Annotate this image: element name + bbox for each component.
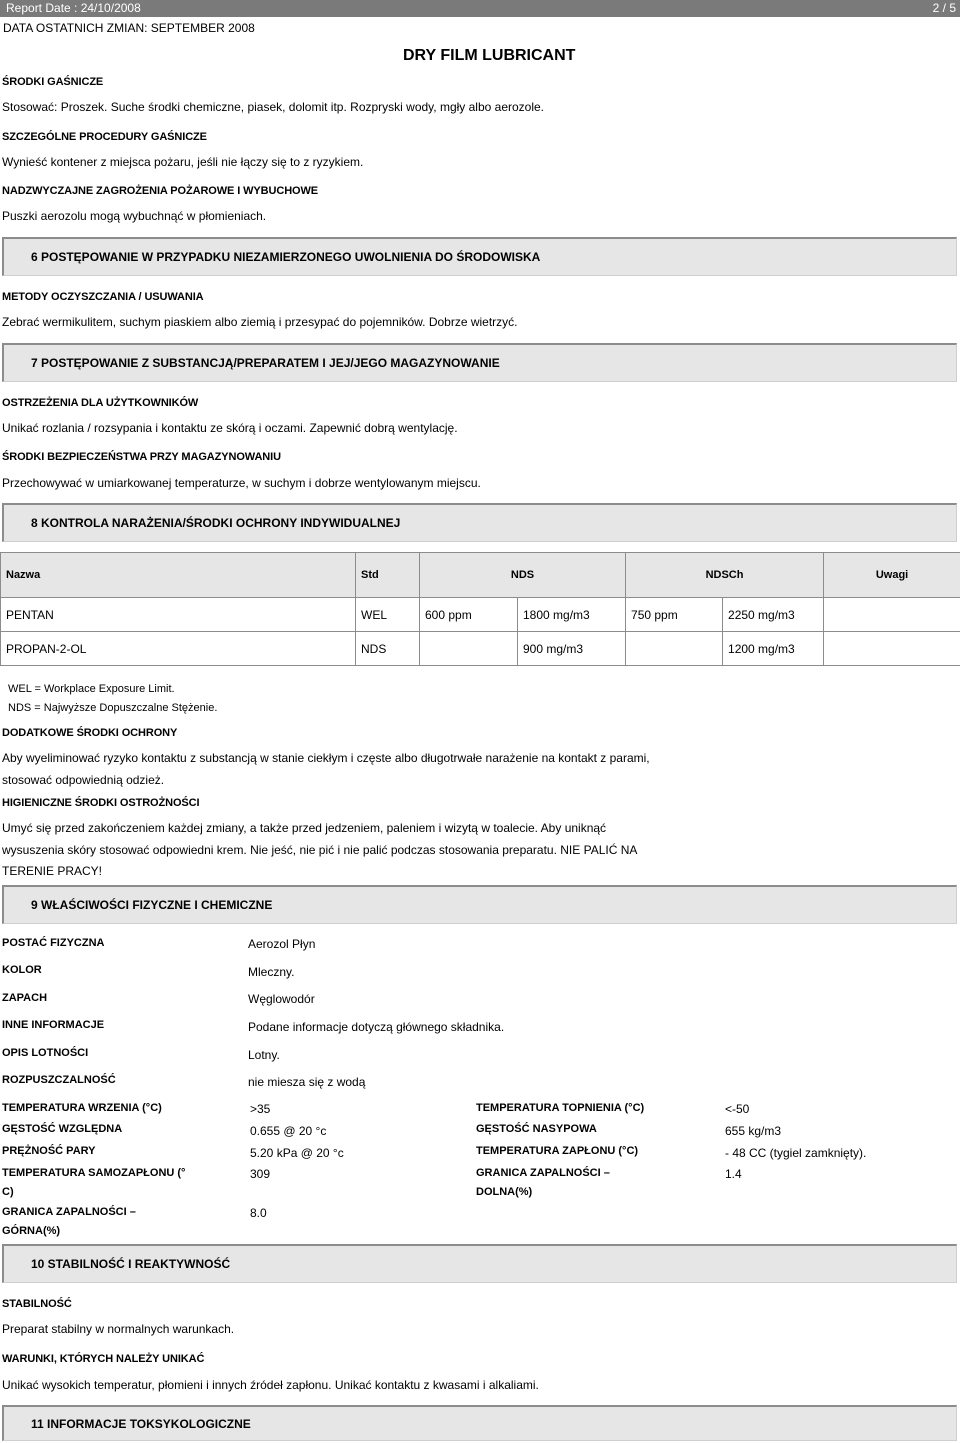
prop-value: Podane informacje dotyczą głównego składnika. bbox=[248, 1020, 505, 1034]
prop-label-cont: DOLNA(%) bbox=[476, 1186, 533, 1198]
section-8-title: 8 KONTROLA NARAŻENIA/ŚRODKI OCHRONY INDYWIDUALNEJ bbox=[31, 516, 401, 530]
prop-value: Węglowodór bbox=[248, 992, 315, 1006]
text-storage-precautions: Przechowywać w umiarkowanej temperaturze, w suchym i dobrze wentylowanym miejscu. bbox=[2, 476, 481, 490]
exposure-limits-table bbox=[0, 552, 960, 666]
page-number: 2 / 5 bbox=[932, 1, 956, 15]
cell-name: PENTAN bbox=[1, 598, 356, 632]
prop-value: 0.655 @ 20 °c bbox=[250, 1124, 327, 1138]
section-7-title: 7 POSTĘPOWANIE Z SUBSTANCJĄ/PREPARATEM I JEJ/JEGO MAGAZYNOWANIE bbox=[31, 356, 500, 370]
prop-label-cont: C) bbox=[2, 1186, 14, 1198]
prop-label-cont: GÓRNA(%) bbox=[2, 1225, 61, 1237]
section-6-header bbox=[2, 237, 957, 276]
cell-ndsch-mg: 1200 mg/m3 bbox=[723, 632, 824, 666]
prop-label: TEMPERATURA TOPNIENIA (°C) bbox=[476, 1102, 645, 1114]
prop-label: INNE INFORMACJE bbox=[2, 1019, 105, 1031]
heading-hygiene-measures: HIGIENICZNE ŚRODKI OSTROŻNOŚCI bbox=[2, 797, 200, 809]
prop-value: - 48 CC (tygiel zamknięty). bbox=[725, 1146, 867, 1160]
table-row bbox=[1, 632, 960, 666]
heading-additional-protection: DODATKOWE ŚRODKI OCHRONY bbox=[2, 727, 178, 739]
prop-label: GRANICA ZAPALNOŚCI – bbox=[476, 1167, 610, 1179]
prop-label: PRĘŻNOŚĆ PARY bbox=[2, 1145, 96, 1157]
prop-value: 655 kg/m3 bbox=[725, 1124, 782, 1138]
section-7-header bbox=[2, 343, 957, 382]
last-change-date: DATA OSTATNICH ZMIAN: SEPTEMBER 2008 bbox=[3, 21, 255, 35]
text-user-warnings: Unikać rozlania / rozsypania i kontaktu ze skórą i oczami. Zapewnić dobrą wentylację. bbox=[2, 421, 458, 435]
cell-notes bbox=[824, 632, 960, 666]
prop-label: TEMPERATURA SAMOZAPŁONU (° bbox=[2, 1167, 186, 1179]
heading-stability: STABILNOŚĆ bbox=[2, 1298, 72, 1310]
prop-value: Mleczny. bbox=[248, 965, 295, 979]
cell-name: PROPAN-2-OL bbox=[1, 632, 356, 666]
prop-label: ROZPUSZCZALNOŚĆ bbox=[2, 1074, 116, 1086]
cell-nds-mg: 1800 mg/m3 bbox=[518, 598, 626, 632]
prop-value: 8.0 bbox=[250, 1206, 267, 1220]
prop-label: GRANICA ZAPALNOŚCI – bbox=[2, 1206, 136, 1218]
section-11-title: 11 INFORMACJE TOKSYKOLOGICZNE bbox=[31, 1417, 251, 1431]
cell-std: WEL bbox=[356, 598, 420, 632]
prop-label: GĘSTOŚĆ NASYPOWA bbox=[476, 1123, 597, 1135]
prop-value: 1.4 bbox=[725, 1167, 742, 1181]
text-stability: Preparat stabilny w normalnych warunkach. bbox=[2, 1322, 235, 1336]
text-hygiene-1: Umyć się przed zakończeniem każdej zmiany, a także przed jedzeniem, paleniem i wizytą w toalecie. Aby uniknąć bbox=[2, 821, 607, 835]
prop-value: 5.20 kPa @ 20 °c bbox=[250, 1146, 344, 1160]
section-8-header bbox=[2, 503, 957, 542]
section-11-header bbox=[2, 1405, 957, 1441]
note-wel: WEL = Workplace Exposure Limit. bbox=[8, 683, 175, 695]
cell-nds-mg: 900 mg/m3 bbox=[518, 632, 626, 666]
section-10-header bbox=[2, 1244, 957, 1283]
column-header-std: Std bbox=[356, 553, 420, 598]
text-additional-protection-2: stosować odpowiednią odzież. bbox=[2, 773, 165, 787]
section-9-title: 9 WŁAŚCIWOŚCI FIZYCZNE I CHEMICZNE bbox=[31, 898, 273, 912]
heading-conditions-to-avoid: WARUNKI, KTÓRYCH NALEŻY UNIKAĆ bbox=[2, 1353, 205, 1365]
heading-fire-hazards: NADZWYCZAJNE ZAGROŻENIA POŻAROWE I WYBUCHOWE bbox=[2, 185, 319, 197]
prop-value: <-50 bbox=[725, 1102, 750, 1116]
cell-nds-ppm bbox=[420, 632, 518, 666]
text-fire-procedures: Wynieść kontener z miejsca pożaru, jeśli nie łączy się to z ryzykiem. bbox=[2, 155, 364, 169]
text-cleanup-methods: Zebrać wermikulitem, suchym piaskiem albo ziemią i przesypać do pojemników. Dobrze wietrzyć. bbox=[2, 315, 518, 329]
column-header-notes: Uwagi bbox=[824, 553, 960, 598]
table-header-row bbox=[1, 553, 960, 598]
prop-label: KOLOR bbox=[2, 964, 42, 976]
section-10-title: 10 STABILNOŚĆ I REAKTYWNOŚĆ bbox=[31, 1257, 231, 1271]
prop-label: ZAPACH bbox=[2, 992, 48, 1004]
report-date: Report Date : 24/10/2008 bbox=[6, 1, 141, 15]
prop-label: OPIS LOTNOŚCI bbox=[2, 1047, 89, 1059]
product-title: DRY FILM LUBRICANT bbox=[403, 47, 576, 64]
heading-user-warnings: OSTRZEŻENIA DLA UŻYTKOWNIKÓW bbox=[2, 397, 199, 409]
prop-label: TEMPERATURA ZAPŁONU (°C) bbox=[476, 1145, 639, 1157]
text-additional-protection-1: Aby wyeliminować ryzyko kontaktu z substancją w stanie ciekłym i częste albo długotrwałe narażenie na kontakt z parami, bbox=[2, 751, 650, 765]
heading-storage-precautions: ŚRODKI BEZPIECZEŃSTWA PRZY MAGAZYNOWANIU bbox=[2, 451, 281, 463]
column-header-nds: NDS bbox=[420, 553, 626, 598]
prop-value: 309 bbox=[250, 1167, 271, 1181]
cell-notes bbox=[824, 598, 960, 632]
section-6-title: 6 POSTĘPOWANIE W PRZYPADKU NIEZAMIERZONEGO UWOLNIENIA DO ŚRODOWISKA bbox=[31, 250, 541, 264]
note-nds: NDS = Najwyższe Dopuszczalne Stężenie. bbox=[8, 702, 218, 714]
heading-fire-procedures: SZCZEGÓLNE PROCEDURY GAŚNICZE bbox=[2, 131, 207, 143]
prop-value: >35 bbox=[250, 1102, 271, 1116]
prop-label: POSTAĆ FIZYCZNA bbox=[2, 937, 105, 949]
section-9-header bbox=[2, 885, 957, 924]
text-conditions-to-avoid: Unikać wysokich temperatur, płomieni i innych źródeł zapłonu. Unikać kontaktu z kwasami i alkaliami. bbox=[2, 1378, 539, 1392]
prop-label: GĘSTOŚĆ WZGLĘDNA bbox=[2, 1123, 123, 1135]
column-header-name: Nazwa bbox=[1, 553, 356, 598]
prop-value: Lotny. bbox=[248, 1048, 280, 1062]
prop-label: TEMPERATURA WRZENIA (°C) bbox=[2, 1102, 162, 1114]
table-row bbox=[1, 598, 960, 632]
column-header-ndsch: NDSCh bbox=[626, 553, 824, 598]
text-hygiene-2: wysuszenia skóry stosować odpowiedni krem. Nie jeść, nie pić i nie palić podczas stosowania preparatu. NIE PALIĆ NA bbox=[2, 843, 638, 857]
heading-extinguishing-media: ŚRODKI GAŚNICZE bbox=[2, 76, 104, 88]
text-hygiene-3: TERENIE PRACY! bbox=[2, 864, 103, 878]
cell-ndsch-ppm bbox=[626, 632, 723, 666]
text-extinguishing-media: Stosować: Proszek. Suche środki chemiczne, piasek, dolomit itp. Rozpryski wody, mgły albo aerozole. bbox=[2, 100, 545, 114]
text-fire-hazards: Puszki aerozolu mogą wybuchnąć w płomieniach. bbox=[2, 209, 267, 223]
prop-value: Aerozol Płyn bbox=[248, 937, 316, 951]
report-header-bar bbox=[0, 0, 960, 17]
prop-value: nie miesza się z wodą bbox=[248, 1075, 366, 1089]
cell-nds-ppm: 600 ppm bbox=[420, 598, 518, 632]
cell-ndsch-mg: 2250 mg/m3 bbox=[723, 598, 824, 632]
heading-cleanup-methods: METODY OCZYSZCZANIA / USUWANIA bbox=[2, 291, 204, 303]
cell-ndsch-ppm: 750 ppm bbox=[626, 598, 723, 632]
cell-std: NDS bbox=[356, 632, 420, 666]
